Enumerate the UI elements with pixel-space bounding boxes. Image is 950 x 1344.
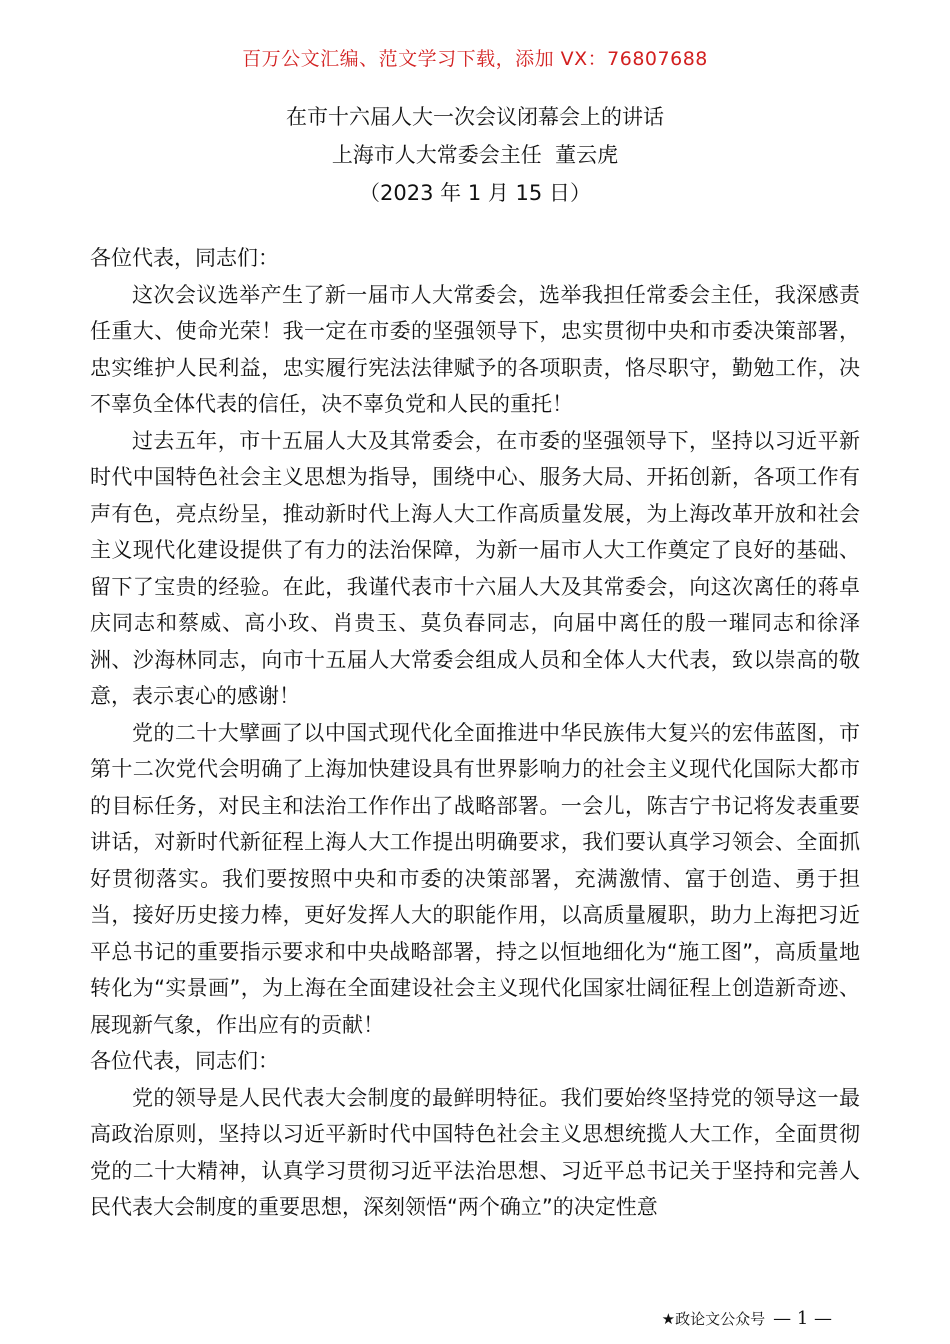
- speech-title: 在市十六届人大一次会议闭幕会上的讲话: [286, 105, 664, 129]
- page-footer: [662, 1307, 832, 1331]
- paragraph: 过去五年，市十五届人大及其常委会，在市委的坚强领导下，坚持以习近平新时代中国特色社会主义思想为指导，围绕中心、服务大局、开拓创新，各项工作有声有色，亮点纷呈，推动新时代上海人大工作高质量发展，为上海改革开放和社会主义现代化建设提供了有力的法治保障，为新一届市人大工作奠定了良好的基础、留下了宝贵的经验。在此，我谨代表市十六届人大及其常委会，向这次离任的蒋卓庆同志和蔡威、高小玫、肖贵玉、莫负春同志，向届中离任的殷一璀同志和徐泽洲、沙海林同志，向市十五届人大常委会组成人员和全体人大代表，致以崇高的敬意，表示衷心的感谢！: [90, 428, 860, 708]
- salutation: 各位代表，同志们：: [90, 246, 279, 270]
- speaker-line: 上海市人大常委会主任 董云虎: [331, 143, 619, 167]
- paragraph: 党的二十大擘画了以中国式现代化全面推进中华民族伟大复兴的宏伟蓝图，市第十二次党代会明确了上海加快建设具有世界影响力的社会主义现代化国际大都市的目标任务，对民主和法治工作作出了战略部署。一会儿，陈吉宁书记将发表重要讲话，对新时代新征程上海人大工作提出明确要求，我们要认真学习领会、全面抓好贯彻落实。我们要按照中央和市委的决策部署，充满激情、富于创造、勇于担当，接好历史接力棒，更好发挥人大的职能作用，以高质量履职，助力上海把习近平总书记的重要指示要求和中央战略部署，持之以恒地细化为“施工图”，高质量地转化为“实景画”，为上海在全面建设社会主义现代化国家壮阔征程上创造新奇迹、展现新气象，作出应有的贡献！: [90, 720, 860, 1037]
- salutation: 各位代表，同志们：: [90, 1049, 279, 1073]
- paragraph: 党的领导是人民代表大会制度的最鲜明特征。我们要始终坚持党的领导这一最高政治原则，坚持以习近平新时代中国特色社会主义思想统揽人大工作，全面贯彻党的二十大精神，认真学习贯彻习近平法治思想、习近平总书记关于坚持和完善人民代表大会制度的重要思想，深刻领悟“两个确立”的决定性意: [90, 1085, 860, 1219]
- promo-banner: 百万公文汇编、范文学习下载，添加 VX：76807688: [242, 48, 708, 70]
- speech-body: [90, 240, 860, 1226]
- speech-date: （2023 年 1 月 15 日）: [359, 181, 591, 205]
- page-number: — 1 —: [773, 1308, 832, 1329]
- title-block: [0, 98, 950, 212]
- footer-source: ★政论文公众号: [661, 1310, 766, 1328]
- paragraph: 这次会议选举产生了新一届市人大常委会，选举我担任常委会主任，我深感责任重大、使命光荣！我一定在市委的坚强领导下，忠实贯彻中央和市委决策部署，忠实维护人民利益，忠实履行宪法法律赋予的各项职责，恪尽职守，勤勉工作，决不辜负全体代表的信任，决不辜负党和人民的重托！: [90, 282, 860, 416]
